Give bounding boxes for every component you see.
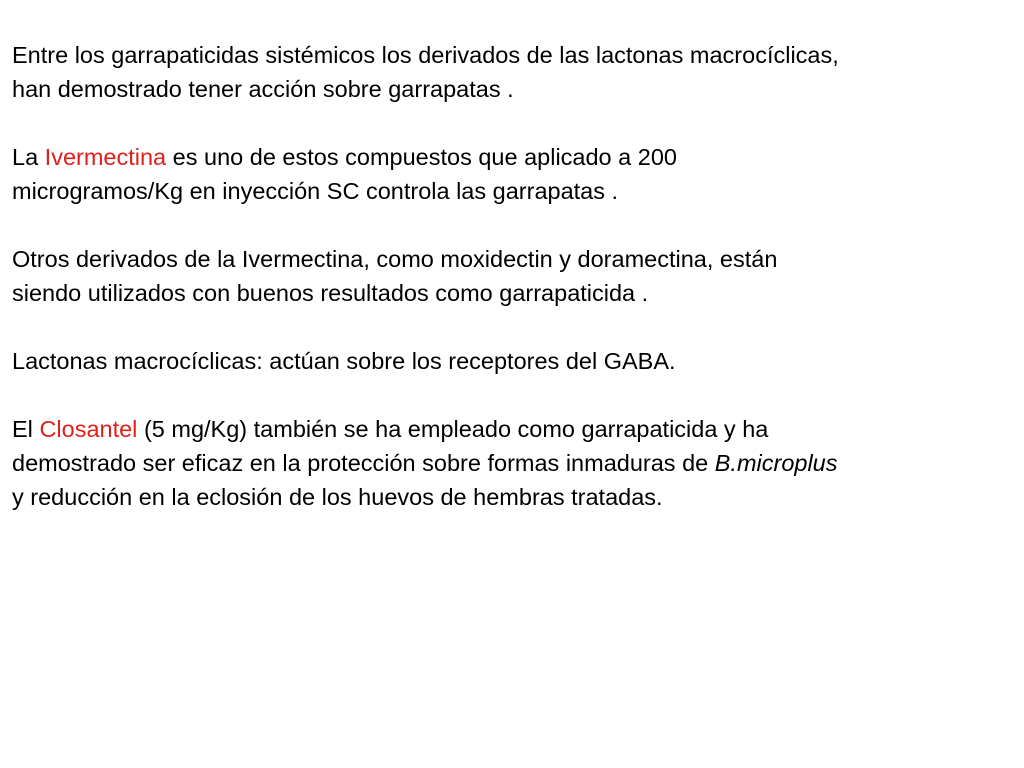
highlight-closantel: Closantel	[39, 416, 138, 442]
paragraph-closantel	[12, 412, 1022, 514]
slide-body	[12, 38, 1022, 514]
paragraph-ivermectina	[12, 140, 1022, 208]
text-pre: demostrado ser eficaz en la protección sobre formas inmaduras de	[12, 450, 715, 476]
text-rest: (5 mg/Kg) también se ha empleado como garrapaticida y ha	[137, 416, 769, 442]
paragraph-systemic-intro	[12, 38, 1022, 106]
text-line: siendo utilizados con buenos resultados como garrapaticida .	[12, 280, 649, 306]
text-line: Otros derivados de la Ivermectina, como moxidectin y doramectina, están	[12, 246, 778, 272]
text-prefix: El	[12, 416, 40, 442]
text-line: han demostrado tener acción sobre garrapatas .	[12, 76, 514, 102]
text-line	[12, 446, 1022, 480]
text-line: Lactonas macrocíclicas: actúan sobre los receptores del GABA.	[12, 348, 676, 374]
text-line	[12, 140, 1022, 174]
paragraph-other-derivatives	[12, 242, 1022, 310]
text-line	[12, 412, 1022, 446]
text-line: Entre los garrapaticidas sistémicos los derivados de las lactonas macrocíclicas,	[12, 42, 839, 68]
text-line: y reducción en la eclosión de los huevos de hembras tratadas.	[12, 484, 663, 510]
text-rest: es uno de estos compuestos que aplicado a 200	[166, 144, 677, 170]
text-line: microgramos/Kg en inyección SC controla las garrapatas .	[12, 178, 619, 204]
text-prefix: La	[12, 144, 45, 170]
species-name: B.microplus	[714, 450, 838, 476]
highlight-ivermectina: Ivermectina	[44, 144, 167, 170]
paragraph-gaba	[12, 344, 1022, 378]
